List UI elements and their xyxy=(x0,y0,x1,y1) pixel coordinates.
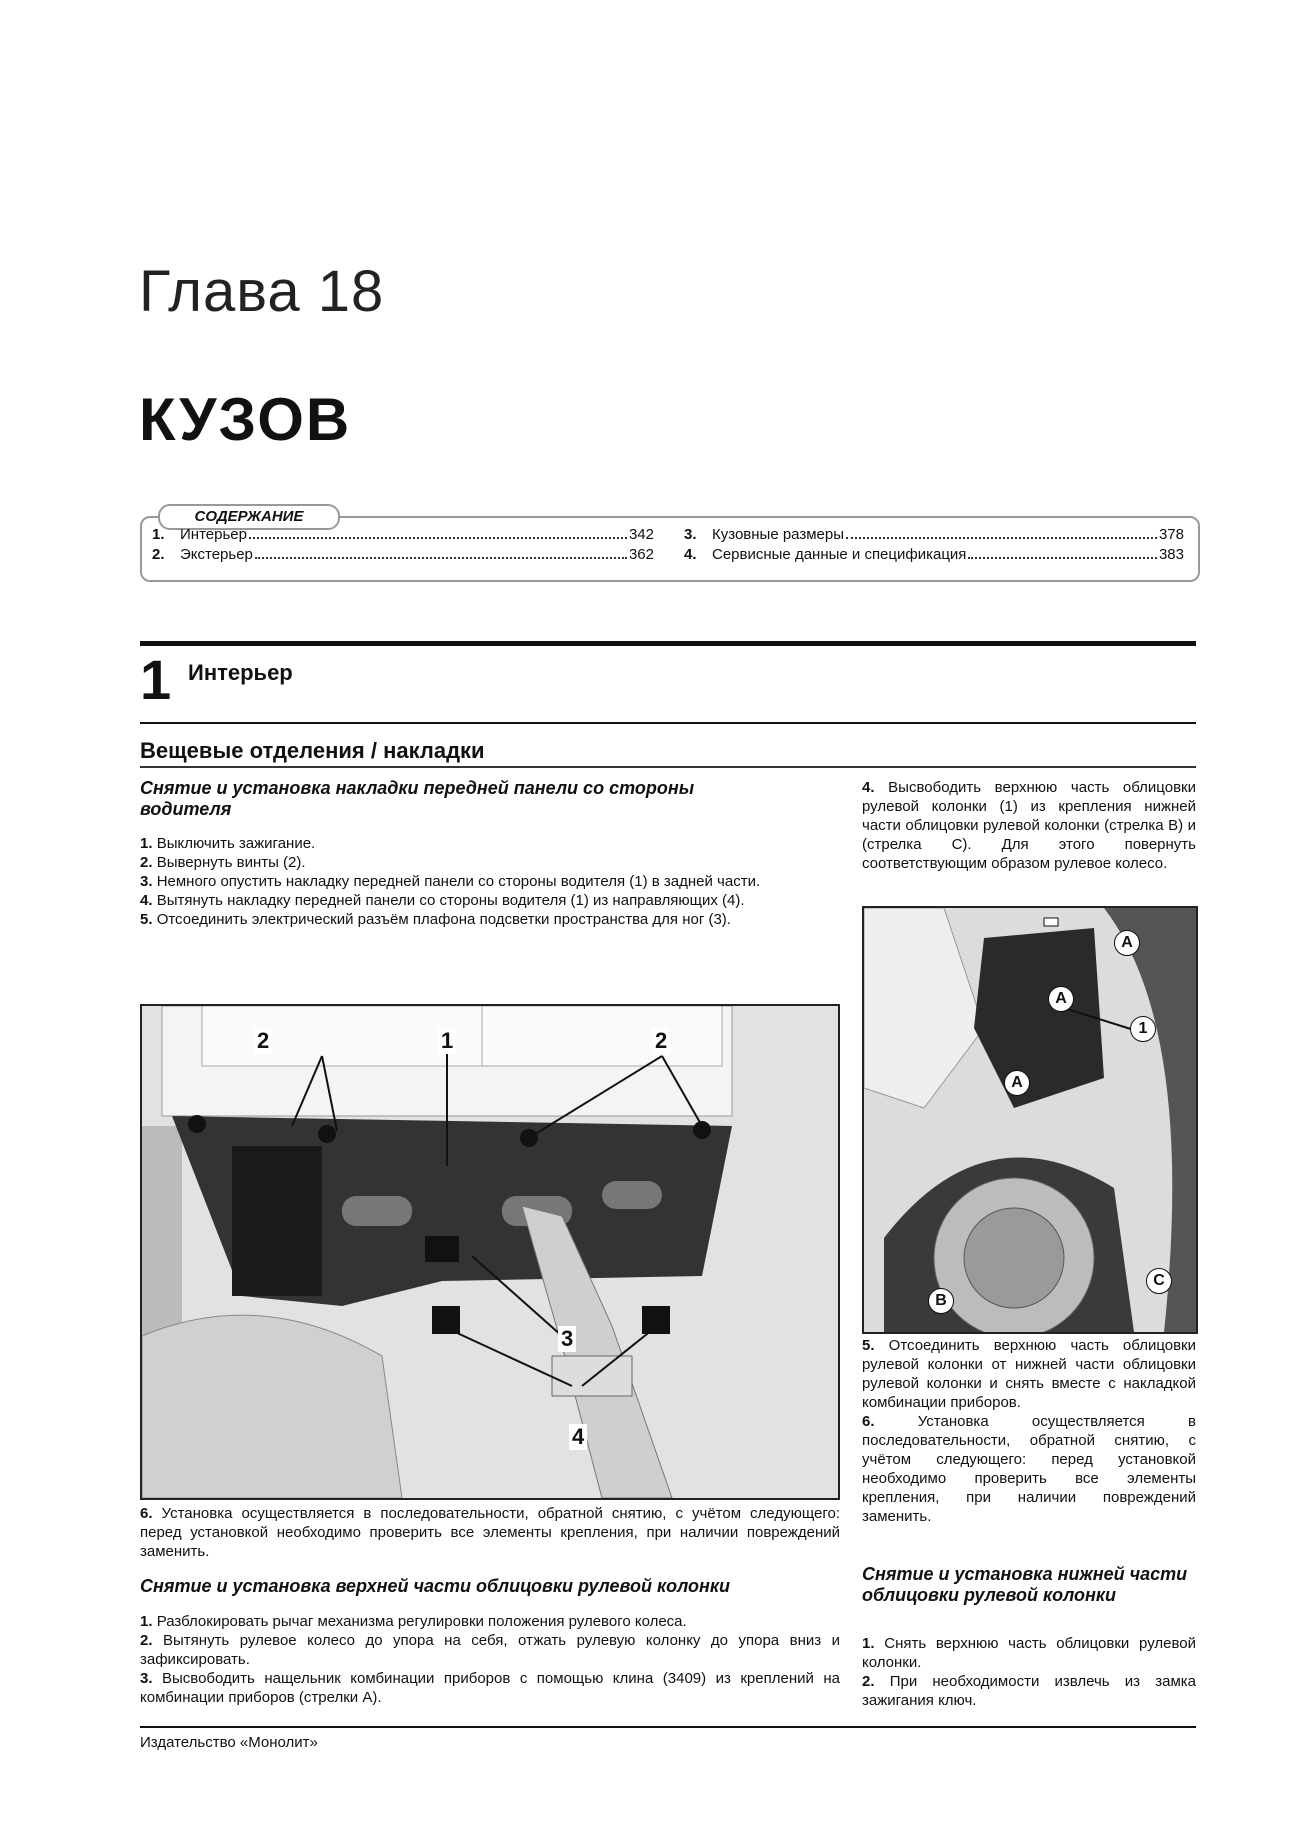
step: 4. Вытянуть накладку передней панели со стороны водителя (1) из направляющих (4). xyxy=(140,892,745,909)
procedure-heading: Снятие и установка нижней части облицовки рулевой колонки xyxy=(862,1564,1188,1605)
toc-item-text: Сервисные данные и спецификация xyxy=(712,546,967,563)
figure-callout: B xyxy=(928,1288,954,1314)
toc-leader xyxy=(968,557,1157,559)
toc-item-page: 383 xyxy=(1158,546,1184,563)
figure-callout: 1 xyxy=(1130,1016,1156,1042)
figure-callout: 1 xyxy=(438,1028,456,1054)
procedure-heading: Снятие и установка накладки передней панели со стороны водителя xyxy=(140,778,695,819)
figure-callout: 4 xyxy=(569,1424,587,1450)
toc-item-page: 378 xyxy=(1158,526,1184,543)
figure-callout: 2 xyxy=(652,1028,670,1054)
step: 2. Вытянуть рулевое колесо до упора на себя, отжать рулевую колонку до упора вниз и зафиксировать. xyxy=(140,1632,840,1668)
toc-item-text: Экстерьер xyxy=(180,546,253,563)
procedure-steps xyxy=(140,834,840,929)
toc-label: СОДЕРЖАНИЕ xyxy=(158,504,340,530)
section-divider-thin xyxy=(140,722,1196,724)
figure-callout: A xyxy=(1114,930,1140,956)
steering-column-illustration xyxy=(864,908,1196,1332)
section-number: 1 xyxy=(140,648,172,711)
section-title: Интерьер xyxy=(188,660,293,685)
step: 4. Высвободить верхнюю часть облицовки рулевой колонки (1) из крепления нижней части облицовки рулевой колонки (стрелка B) и (стрелка C). Для этого повернуть соответствующим образом рулевое колесо. xyxy=(862,779,1196,872)
toc-item-number: 3. xyxy=(684,526,697,543)
toc-item[interactable] xyxy=(684,526,1184,546)
step: 1. Разблокировать рычаг механизма регулировки положения рулевого колеса. xyxy=(140,1613,687,1630)
step: 5. Отсоединить электрический разъём плафона подсветки пространства для ног (3). xyxy=(140,911,731,928)
steering-column-figure xyxy=(862,906,1198,1334)
toc-item-text: Интерьер xyxy=(180,526,247,543)
procedure-steps xyxy=(862,1336,1196,1526)
toc-item-page: 362 xyxy=(628,546,654,563)
step: 3. Высвободить нащельник комбинации приборов с помощью клина (3409) из креплений на комбинации приборов (стрелки А). xyxy=(140,1670,840,1706)
subsection-title: Вещевые отделения / накладки xyxy=(140,738,485,763)
publisher-footer: Издательство «Монолит» xyxy=(140,1734,318,1751)
dashboard-panel-illustration xyxy=(142,1006,838,1498)
toc-leader xyxy=(255,557,627,559)
dashboard-panel-figure xyxy=(140,1004,840,1500)
toc-item-text: Кузовные размеры xyxy=(712,526,845,543)
figure-callout: 3 xyxy=(558,1326,576,1352)
toc-item-number: 1. xyxy=(152,526,165,543)
step: 1. Снять верхнюю часть облицовки рулевой колонки. xyxy=(862,1635,1196,1671)
procedure-heading: Снятие и установка верхней части облицовки рулевой колонки xyxy=(140,1576,731,1596)
procedure-steps xyxy=(140,1612,840,1707)
step: 3. Немного опустить накладку передней панели со стороны водителя (1) в задней части. xyxy=(140,873,761,890)
toc-item-number: 4. xyxy=(684,546,697,563)
toc-leader xyxy=(846,537,1157,539)
step: 5. Отсоединить верхнюю часть облицовки рулевой колонки от нижней части облицовки рулевой колонки и снять вместе с накладкой комбинации приборов. xyxy=(862,1337,1196,1411)
toc-item-number: 2. xyxy=(152,546,165,563)
section-divider xyxy=(140,641,1196,646)
toc-item[interactable] xyxy=(152,526,654,546)
chapter-number: Глава 18 xyxy=(139,259,385,324)
figure-callout: A xyxy=(1048,986,1074,1012)
step: 2. При необходимости извлечь из замка зажигания ключ. xyxy=(862,1673,1196,1709)
figure-callout: C xyxy=(1146,1268,1172,1294)
toc-leader xyxy=(249,537,627,539)
figure-callout: 2 xyxy=(254,1028,272,1054)
footer-divider xyxy=(140,1726,1196,1728)
toc-item[interactable] xyxy=(152,546,654,566)
procedure-steps xyxy=(862,1634,1196,1710)
toc-item[interactable] xyxy=(684,546,1184,566)
step: 6. Установка осуществляется в последовательности, обратной снятию, с учётом следующего: перед установкой необходимо проверить все элементы крепления, при наличии повреждений заменить. xyxy=(140,1505,840,1560)
step: 1. Выключить зажигание. xyxy=(140,835,316,852)
subsection-divider xyxy=(140,766,1196,768)
step: 6. Установка осуществляется в последовательности, обратной снятию, с учётом следующего: перед установкой необходимо проверить все элементы крепления, при наличии повреждений заменить. xyxy=(862,1413,1196,1525)
toc-item-page: 342 xyxy=(628,526,654,543)
figure-callout: A xyxy=(1004,1070,1030,1096)
chapter-title: КУЗОВ xyxy=(139,386,352,453)
step: 2. Вывернуть винты (2). xyxy=(140,854,306,871)
table-of-contents xyxy=(140,508,1200,582)
